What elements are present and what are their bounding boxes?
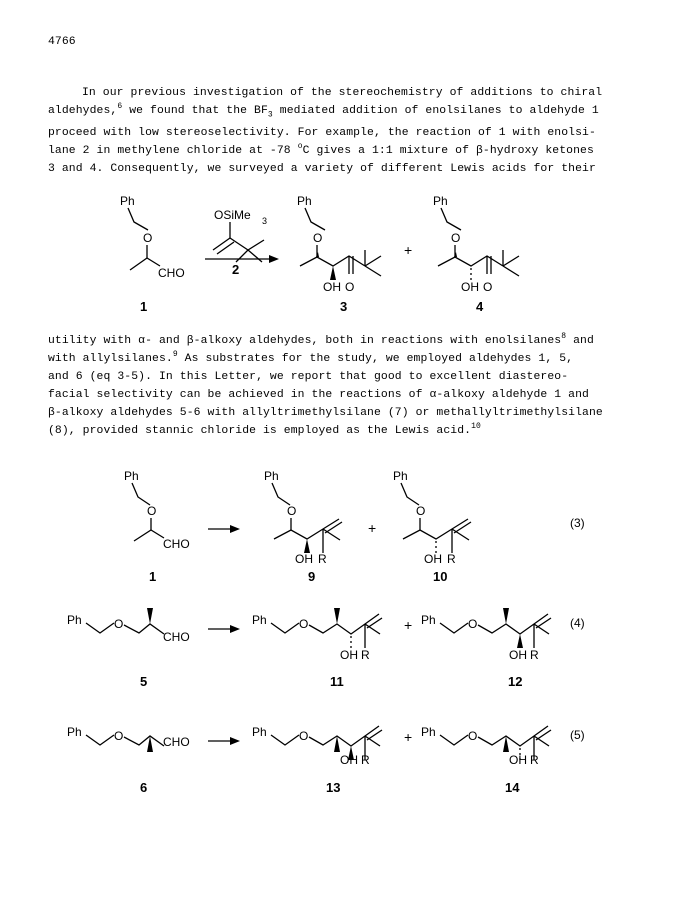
atom-label: OH <box>323 280 341 294</box>
text-line: In our previous investigation of the stereochemistry of additions to chiral <box>82 87 603 99</box>
bond <box>401 483 419 505</box>
atom-label: CHO <box>163 537 190 551</box>
text-line: we found that the BF <box>122 105 268 117</box>
bond <box>134 530 164 541</box>
bond <box>478 726 548 746</box>
wedge-bond <box>503 736 509 752</box>
atom-label: O <box>147 504 157 518</box>
bond <box>323 529 340 540</box>
atom-label: Ph <box>252 725 267 739</box>
atom-label: O <box>114 729 124 743</box>
atom-label: O <box>451 231 461 245</box>
atom-label: Ph <box>297 194 312 208</box>
ref-superscript: 9 <box>172 350 178 359</box>
compound-label: 10 <box>433 569 448 584</box>
atom-label: Ph <box>421 613 436 627</box>
ref-superscript: 6 <box>117 102 123 111</box>
atom-label: Ph <box>67 725 82 739</box>
atom-label: Ph <box>433 194 448 208</box>
wedge-bond <box>503 608 509 624</box>
text-line: aldehydes, <box>48 105 118 117</box>
atom-label: Ph <box>421 725 436 739</box>
atom-label: Ph <box>393 469 408 483</box>
atom-label: CHO <box>163 735 190 749</box>
ref-superscript: 8 <box>561 332 567 341</box>
text-line: β-alkoxy aldehydes 5-6 with allyltrimethylsilane (7) or methallyltrimethylsilane <box>48 407 603 419</box>
bond <box>86 623 114 633</box>
text-line: (8), provided stannic chloride is employed as the Lewis acid. <box>48 425 472 437</box>
page-number: 4766 <box>48 36 76 48</box>
atom-label: OH <box>295 552 313 566</box>
atom-label: O <box>416 504 426 518</box>
atom-label: R <box>530 753 539 767</box>
compound-label: 3 <box>340 299 348 314</box>
double-bond <box>454 522 471 533</box>
atom-label: O <box>143 231 153 245</box>
bond <box>272 483 290 505</box>
wedge-bond <box>334 608 340 624</box>
atom-label: Ph <box>120 194 135 208</box>
atom-label: O <box>299 729 309 743</box>
text-line: with allylsilanes. <box>48 353 173 365</box>
bond <box>440 623 468 633</box>
equation-number: (5) <box>570 728 585 742</box>
plus-sign: + <box>404 617 413 633</box>
double-bond <box>536 618 551 628</box>
double-bond <box>536 730 551 740</box>
compound-label: 6 <box>140 780 148 795</box>
atom-label: O <box>313 231 323 245</box>
bond <box>534 736 549 746</box>
arrow-head <box>230 625 240 633</box>
atom-label: R <box>361 753 370 767</box>
wedge-bond <box>334 736 340 752</box>
bond <box>309 614 379 634</box>
atom-label: Ph <box>124 469 139 483</box>
compound-label: 1 <box>140 299 148 314</box>
bond <box>365 736 380 746</box>
bond <box>274 519 339 539</box>
bond <box>534 624 549 634</box>
atom-label: OH <box>340 648 358 662</box>
atom-label: R <box>530 648 539 662</box>
atom-label: O <box>345 280 355 294</box>
compound-label: 4 <box>476 299 484 314</box>
atom-label: O <box>287 504 297 518</box>
double-bond <box>367 618 382 628</box>
text-line: mediated addition of enolsilanes to aldehyde 1 <box>272 105 599 117</box>
double-bond <box>325 522 342 533</box>
atom-label: R <box>361 648 370 662</box>
bond <box>365 624 380 634</box>
equation-number: (4) <box>570 616 585 630</box>
subscript: 3 <box>262 216 268 226</box>
text-line: and <box>566 335 594 347</box>
reagent-formula: OSiMe <box>214 208 251 222</box>
ref-superscript: 10 <box>471 422 481 431</box>
compound-label: 9 <box>308 569 316 584</box>
reagent-number: 2 <box>232 262 240 277</box>
atom-label: OH <box>461 280 479 294</box>
atom-label: Ph <box>252 613 267 627</box>
wedge-bond <box>304 539 310 553</box>
text-line: lane 2 in methylene chloride at -78 <box>48 145 298 158</box>
atom-label: O <box>483 280 493 294</box>
text-line: facial selectivity can be achieved in the reactions of α-alkoxy aldehyde 1 and <box>48 389 589 401</box>
plus-sign: + <box>368 520 377 536</box>
text-line: and 6 (eq 3-5). In this Letter, we report that good to excellent diastereo- <box>48 371 569 383</box>
atom-label: R <box>318 552 327 566</box>
degree-superscript: o <box>297 142 303 152</box>
subscript: 3 <box>267 110 273 120</box>
bond <box>271 735 299 745</box>
compound-label: 14 <box>505 780 520 795</box>
wedge-bond <box>147 608 153 624</box>
bond <box>86 735 114 745</box>
compound-label: 1 <box>149 569 157 584</box>
compound-label: 12 <box>508 674 523 689</box>
text-line: C gives a 1:1 mixture of β-hydroxy ketones <box>302 145 594 158</box>
atom-label: O <box>468 617 478 631</box>
atom-label: OH <box>509 648 527 662</box>
atom-label: Ph <box>67 613 82 627</box>
atom-label: OH <box>424 552 442 566</box>
atom-label: OH <box>340 753 358 767</box>
atom-label: OH <box>509 753 527 767</box>
arrow-head <box>230 525 240 533</box>
bond <box>452 529 469 540</box>
atom-label: R <box>447 552 456 566</box>
atom-label: Ph <box>264 469 279 483</box>
atom-label: CHO <box>163 630 190 644</box>
text-line: 3 and 4. Consequently, we surveyed a variety of different Lewis acids for their <box>48 163 596 176</box>
bond <box>309 726 379 746</box>
arrow-head <box>230 737 240 745</box>
atom-label: CHO <box>158 266 185 280</box>
bond <box>124 736 164 746</box>
compound-label: 5 <box>140 674 148 689</box>
wedge-bond <box>517 634 523 648</box>
plus-sign: + <box>404 242 413 258</box>
bond <box>478 614 548 634</box>
text-line: utility with α- and β-alkoxy aldehydes, both in reactions with enolsilanes <box>48 335 562 347</box>
bond <box>403 519 468 539</box>
bond <box>132 483 150 505</box>
atom-label: O <box>468 729 478 743</box>
double-bond <box>367 730 382 740</box>
atom-label: O <box>114 617 124 631</box>
equation-number: (3) <box>570 516 585 530</box>
compound-label: 13 <box>326 780 341 795</box>
bond <box>271 623 299 633</box>
atom-label: O <box>299 617 309 631</box>
plus-sign: + <box>404 729 413 745</box>
bond <box>124 624 164 634</box>
compound-label: 11 <box>330 674 344 689</box>
text-line: As substrates for the study, we employed aldehydes 1, 5, <box>177 353 574 365</box>
bond <box>440 735 468 745</box>
text-line: proceed with low stereoselectivity. For example, the reaction of 1 with enolsi- <box>48 127 596 140</box>
